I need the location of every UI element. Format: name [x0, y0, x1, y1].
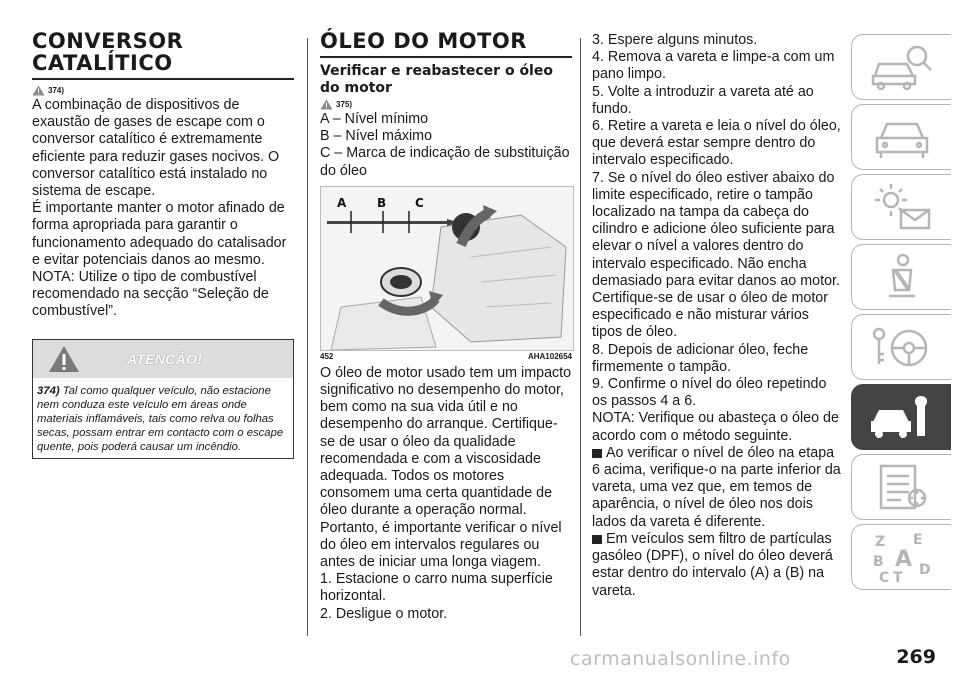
bullet-marker-icon — [592, 535, 602, 544]
warning-triangle-icon — [32, 85, 45, 96]
paragraph-1: A combinação de dispositivos de exaustão de gases de escape com o conversor catalítico é extremamente eficiente para reduzir gases nocivos. O conversor catalítico está instalado no sistema de escape. — [32, 97, 280, 200]
legend-a: A – Nível mínimo — [320, 111, 429, 127]
tab-technical-data[interactable] — [851, 454, 951, 520]
tab-warning-lights[interactable] — [851, 174, 951, 240]
index-letter-b: B — [872, 554, 884, 570]
legend-c: C – Marca de indicação de substituição do óleo — [320, 145, 570, 179]
reference-number: 374) — [48, 86, 65, 95]
bullet-item-1 — [592, 445, 842, 531]
step-1: 1. Estacione o carro numa superfície horizontal. — [320, 571, 553, 605]
warning-text — [33, 378, 293, 458]
key-steering-wheel-icon — [867, 320, 937, 374]
index-letter-a: A — [894, 547, 912, 572]
step-5: 5. Volte a introduzir a vareta até ao fundo. — [592, 83, 814, 117]
section-title-catalytic — [32, 30, 294, 74]
dipstick-figure — [320, 186, 574, 351]
tab-safety[interactable] — [851, 244, 951, 310]
step-8: 8. Depois de adicionar óleo, feche firmemente o tampão. — [592, 341, 809, 375]
warning-box — [32, 339, 294, 459]
reference-number: 375) — [336, 100, 353, 109]
column-divider-1 — [307, 38, 308, 636]
car-front-icon — [867, 110, 937, 164]
warning-reference — [32, 85, 294, 96]
warning-title: ATENÇÃO! — [127, 350, 203, 367]
page-number: 269 — [896, 646, 936, 668]
middle-column — [320, 30, 572, 623]
left-column — [32, 30, 294, 459]
step-6: 6. Retire a vareta e leia o nível do óleo, que deverá estar sempre dentro do intervalo especificado. — [592, 118, 841, 169]
warning-ref-number: 374) — [37, 384, 60, 397]
tab-maintenance[interactable] — [851, 384, 951, 450]
bullet-marker-icon — [592, 449, 602, 458]
tab-dashboard[interactable] — [851, 104, 951, 170]
index-letter-e: E — [912, 532, 923, 548]
index-letter-z: Z — [874, 534, 885, 550]
note: NOTA: Verifique ou abasteça o óleo de acordo com o método seguinte. — [592, 410, 839, 444]
title-rule — [32, 78, 294, 80]
figure-label-c: C — [415, 195, 424, 210]
subsection-title: Verificar e reabastecer o óleo do motor — [320, 63, 553, 96]
figure-label-a: A — [337, 195, 347, 210]
oil-paragraph: O óleo de motor usado tem um impacto significativo no desempenho do motor, bem como na sua vida útil e no desempenho do arranque. Certifique-se de usar o óleo da qualidade recomendada e com a viscosidade adequada. Todos os motores consomem uma certa quantidade de óleo durante a operação normal. Portanto, é importante verificar o nível do óleo em intervalos regulares ou antes de iniciar uma longa viagem. — [320, 364, 572, 571]
figure-caption — [320, 352, 572, 361]
tab-getting-to-know-car[interactable] — [851, 34, 951, 100]
step-3: 3. Espere alguns minutos. — [592, 32, 758, 48]
section-title-engine-oil: ÓLEO DO MOTOR — [320, 29, 527, 53]
specifications-list-icon — [867, 460, 937, 514]
step-7: 7. Se o nível do óleo estiver abaixo do limite especificado, retire o tampão localizado na tampa da cabeça do cilindro e adicione óleo suficiente para elevar o nível a valores dentro do intervalo especificado. Não encha demasiado para evitar danos ao motor. Certifique-se de usar o óleo de motor especificado e não misturar vários tipos de óleo. — [592, 169, 840, 341]
figure-code: AHA102654 — [527, 351, 572, 361]
title-line-1: CONVERSOR — [32, 29, 184, 53]
watermark: carmanualsonline.info — [570, 648, 791, 670]
dipstick-illustration — [321, 187, 573, 350]
airbag-seatbelt-icon — [867, 250, 937, 304]
title-rule — [320, 56, 572, 58]
step-4: 4. Remova a vareta e limpe-a com um pano limpo. — [592, 49, 835, 83]
legend-b: B – Nível máximo — [320, 128, 433, 145]
bullet-text-1: Ao verificar o nível de óleo na etapa 6 acima, verifique-o na parte inferior da vareta, uma vez que, em temos de aparência, o nível de óleo nos dois lados da vareta é diferente. — [592, 444, 841, 530]
index-letter-t: T — [892, 570, 903, 584]
index-letters-icon — [867, 530, 937, 584]
paragraph-2: É importante manter o motor afinado de forma apropriada para garantir o funcionamento adequado do catalisador e evitar potenciais danos ao mesmo. — [32, 200, 287, 268]
step-9: 9. Confirme o nível do óleo repetindo os passos 4 a 6. — [592, 376, 827, 410]
chapter-tabs — [851, 34, 951, 594]
warning-triangle-icon — [320, 99, 333, 110]
column-divider-2 — [580, 38, 581, 636]
car-magnifier-icon — [867, 40, 937, 94]
bullet-item-2 — [592, 531, 842, 600]
warning-triangle-icon — [48, 345, 80, 373]
warning-body: Tal como qualquer veículo, não estacione nem conduza este veículo em áreas onde materiais inflamáveis, tais como relva ou folhas secas, possam entrar em contacto com o escape quente, pois poderá causar um incêndio. — [37, 384, 284, 454]
step-2: 2. Desligue o motor. — [320, 605, 448, 622]
index-letter-d: D — [918, 562, 931, 578]
tab-index[interactable] — [851, 524, 951, 590]
figure-label-b: B — [377, 195, 387, 210]
paragraph-3: NOTA: Utilize o tipo de combustível recomendado na secção “Seleção de combustível”. — [32, 269, 269, 320]
warning-reference — [320, 99, 572, 110]
figure-number: 452 — [320, 351, 334, 361]
warning-light-envelope-icon — [867, 180, 937, 234]
bullet-text-2: Em veículos sem filtro de partículas gasóleo (DPF), o nível do óleo deverá estar dentro do intervalo (A) a (B) na vareta. — [592, 530, 833, 599]
tab-starting-driving[interactable] — [851, 314, 951, 380]
index-letter-c: C — [878, 570, 889, 584]
car-wrench-icon — [867, 390, 937, 444]
title-line-2: CATALÍTICO — [32, 51, 173, 75]
right-column — [592, 32, 842, 600]
warning-header — [33, 340, 293, 378]
